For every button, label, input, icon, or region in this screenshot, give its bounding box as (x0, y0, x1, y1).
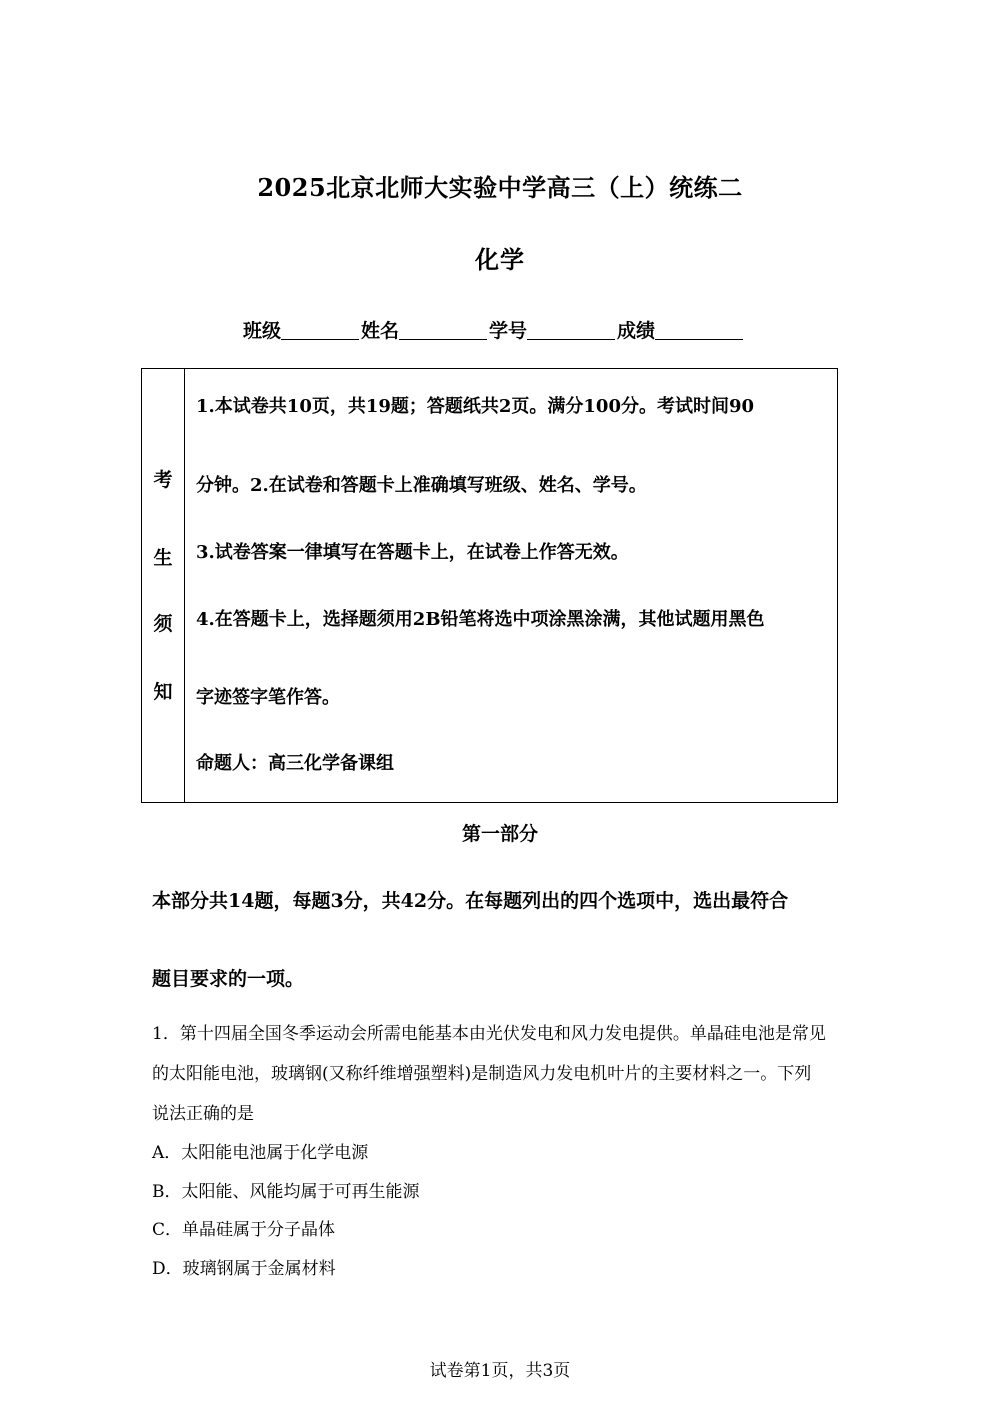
notice-author-line: 命题人：高三化学备课组 (196, 753, 394, 774)
page-footer: 试卷第1页，共3页 (429, 1361, 571, 1381)
student-id-blank[interactable] (527, 319, 615, 340)
exam-title: 2025北京北师大实验中学高三（上）统练二 (257, 173, 743, 202)
notice-label-char: 考 (153, 469, 173, 491)
notice-line: 3.试卷答案一律填写在答题卡上，在试卷上作答无效。 (196, 542, 629, 563)
score-blank[interactable] (655, 319, 743, 340)
question-1-stem-line: 说法正确的是 (152, 1104, 254, 1124)
question-1-option-a: A．太阳能电池属于化学电源 (152, 1143, 369, 1163)
part-instruction-line: 本部分共14题，每题3分，共42分。在每题列出的四个选项中，选出最符合 (152, 890, 789, 912)
question-1-stem-line: 的太阳能电池，玻璃钢(又称纤维增强塑料)是制造风力发电机叶片的主要材料之一。下列 (152, 1064, 812, 1084)
notice-label-cell (142, 369, 185, 802)
class-label: 班级 (243, 320, 282, 342)
class-blank[interactable] (281, 319, 359, 340)
student-id-label: 学号 (489, 320, 528, 342)
exam-notice-box (141, 368, 838, 803)
notice-line: 字迹签字笔作答。 (196, 687, 340, 708)
student-info-row (243, 316, 763, 343)
notice-line: 分钟。2.在试卷和答题卡上准确填写班级、姓名、学号。 (196, 475, 647, 496)
score-label: 成绩 (617, 320, 656, 342)
question-1-option-b: B．太阳能、风能均属于可再生能源 (152, 1182, 420, 1202)
notice-label-char: 生 (153, 547, 173, 569)
subject-title: 化学 (475, 245, 525, 274)
name-blank[interactable] (399, 319, 487, 340)
notice-label-char: 知 (153, 681, 173, 703)
part-one-title: 第一部分 (461, 823, 538, 845)
notice-line: 4.在答题卡上，选择题须用2B铅笔将选中项涂黑涂满，其他试题用黑色 (196, 609, 765, 630)
part-instruction-line: 题目要求的一项。 (152, 968, 305, 990)
name-label: 姓名 (361, 320, 400, 342)
question-1-stem-line: 1．第十四届全国冬季运动会所需电能基本由光伏发电和风力发电提供。单晶硅电池是常见 (152, 1024, 826, 1044)
question-1-option-d: D．玻璃钢属于金属材料 (152, 1259, 336, 1279)
notice-label-char: 须 (153, 613, 173, 635)
question-1-option-c: C．单晶硅属于分子晶体 (152, 1220, 336, 1240)
notice-line: 1.本试卷共10页，共19题；答题纸共2页。满分100分。考试时间90 (196, 396, 755, 417)
